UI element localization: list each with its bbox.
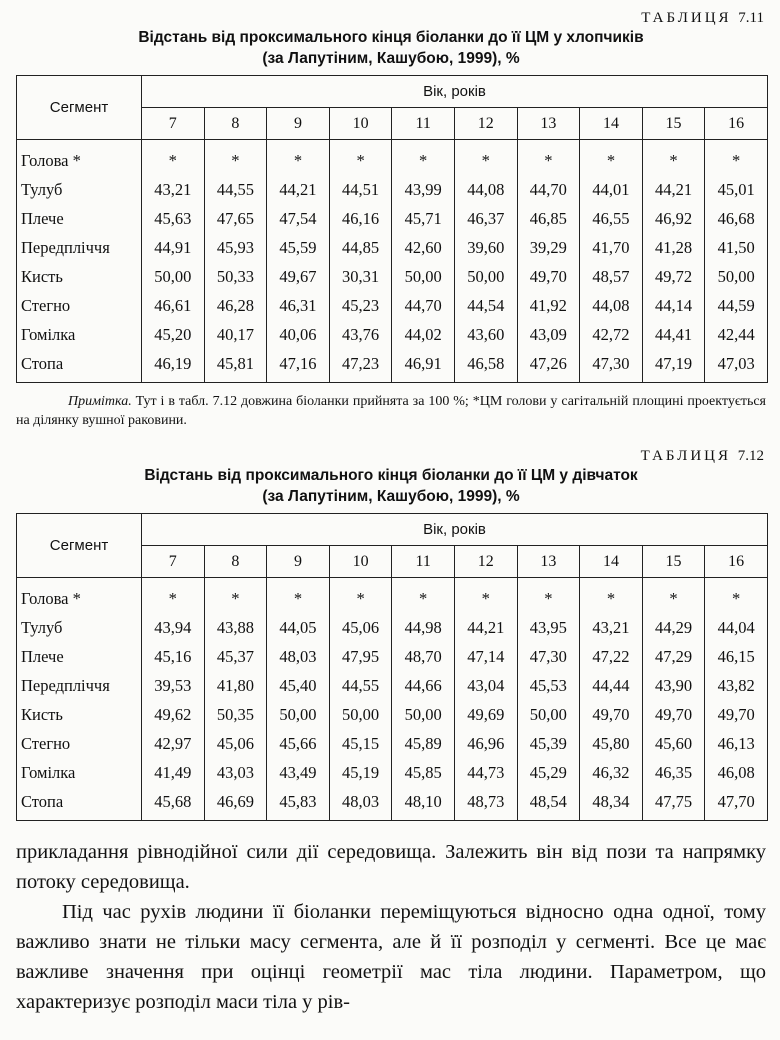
value-cell: 48,34: [580, 787, 643, 821]
value-cell: 44,21: [642, 175, 705, 204]
value-cell: 50,00: [329, 700, 392, 729]
value-cell: 39,60: [454, 233, 517, 262]
value-cell: 39,53: [142, 671, 205, 700]
age-header-cell: 15: [642, 546, 705, 578]
value-cell: 50,35: [204, 700, 267, 729]
table-row: [17, 262, 768, 291]
segment-cell: Стегно: [17, 291, 142, 320]
table-row: [17, 787, 768, 821]
table-row: [17, 320, 768, 349]
table-title-line2: (за Лапутіним, Кашубою, 1999), %: [262, 488, 520, 505]
value-cell: 43,21: [580, 613, 643, 642]
value-cell: 45,15: [329, 729, 392, 758]
value-cell: 44,01: [580, 175, 643, 204]
value-cell: 49,69: [454, 700, 517, 729]
value-cell: 46,37: [454, 204, 517, 233]
value-cell: 44,02: [392, 320, 455, 349]
value-cell: 46,58: [454, 349, 517, 383]
age-header-cell: 12: [454, 108, 517, 140]
table-7-11-title: [16, 27, 766, 69]
value-cell: *: [580, 140, 643, 176]
value-cell: 44,05: [267, 613, 330, 642]
age-header-cell: 8: [204, 108, 267, 140]
age-header-cell: 15: [642, 108, 705, 140]
value-cell: 45,06: [329, 613, 392, 642]
value-cell: 46,68: [705, 204, 768, 233]
value-cell: *: [204, 578, 267, 614]
value-cell: 50,33: [204, 262, 267, 291]
value-cell: 46,92: [642, 204, 705, 233]
value-cell: 41,92: [517, 291, 580, 320]
value-cell: *: [705, 578, 768, 614]
value-cell: 39,29: [517, 233, 580, 262]
value-cell: 48,10: [392, 787, 455, 821]
paragraph: Під час рухів людини її біоланки переміщуються відносно одна одної, тому важливо знати не тільки масу сегмента, але й її розподіл у сегменті. Все це має важливе значення при оцінці геометрії мас тіла людини. Параметром, що характеризує розподіл маси тіла у рів-: [16, 901, 766, 1013]
segment-cell: Стопа: [17, 349, 142, 383]
header-age: Вік, років: [142, 514, 768, 546]
value-cell: 44,04: [705, 613, 768, 642]
value-cell: 48,70: [392, 642, 455, 671]
age-header-cell: 13: [517, 546, 580, 578]
value-cell: 44,08: [454, 175, 517, 204]
segment-cell: Тулуб: [17, 175, 142, 204]
age-header-cell: 16: [705, 108, 768, 140]
value-cell: *: [642, 578, 705, 614]
value-cell: 46,35: [642, 758, 705, 787]
value-cell: 47,19: [642, 349, 705, 383]
table-title-line1: Відстань від проксимального кінця біоланки до її ЦМ у дівчаток: [144, 467, 638, 484]
table-label-number: 7.12: [737, 448, 764, 464]
value-cell: 50,00: [454, 262, 517, 291]
value-cell: 46,96: [454, 729, 517, 758]
value-cell: 47,65: [204, 204, 267, 233]
value-cell: 45,39: [517, 729, 580, 758]
value-cell: 46,85: [517, 204, 580, 233]
table-row: [17, 578, 768, 614]
value-cell: 44,08: [580, 291, 643, 320]
value-cell: 49,62: [142, 700, 205, 729]
value-cell: *: [705, 140, 768, 176]
value-cell: 45,16: [142, 642, 205, 671]
header-age: Вік, років: [142, 76, 768, 108]
body-text: [16, 837, 766, 1017]
value-cell: 46,55: [580, 204, 643, 233]
page: [16, 10, 766, 1017]
value-cell: 44,70: [517, 175, 580, 204]
segment-cell: Гомілка: [17, 320, 142, 349]
segment-cell: Плече: [17, 642, 142, 671]
table-row: [17, 204, 768, 233]
value-cell: 48,03: [267, 642, 330, 671]
value-cell: 46,15: [705, 642, 768, 671]
table-7-12: [16, 513, 768, 821]
value-cell: 50,00: [392, 262, 455, 291]
table-label-number: 7.11: [738, 10, 764, 26]
value-cell: 45,60: [642, 729, 705, 758]
value-cell: *: [142, 140, 205, 176]
value-cell: 44,73: [454, 758, 517, 787]
table-row: [17, 349, 768, 383]
value-cell: 45,63: [142, 204, 205, 233]
value-cell: 48,03: [329, 787, 392, 821]
value-cell: 50,00: [517, 700, 580, 729]
value-cell: 30,31: [329, 262, 392, 291]
value-cell: *: [454, 140, 517, 176]
value-cell: 47,22: [580, 642, 643, 671]
value-cell: 49,70: [517, 262, 580, 291]
header-segment: Сегмент: [17, 514, 142, 578]
value-cell: 45,85: [392, 758, 455, 787]
table-body: [17, 140, 768, 383]
table-title-line2: (за Лапутіним, Кашубою, 1999), %: [262, 50, 520, 67]
value-cell: 49,72: [642, 262, 705, 291]
table-body: [17, 578, 768, 821]
value-cell: 45,59: [267, 233, 330, 262]
value-cell: 44,91: [142, 233, 205, 262]
value-cell: *: [329, 140, 392, 176]
value-cell: 43,95: [517, 613, 580, 642]
value-cell: 43,76: [329, 320, 392, 349]
age-header-cell: 13: [517, 108, 580, 140]
value-cell: *: [204, 140, 267, 176]
note-text: Тут і в табл. 7.12 довжина біоланки прийнята за 100 %; *ЦМ голови у сагітальній площині проектується на ділянку вушної раковини.: [16, 394, 766, 428]
value-cell: 41,50: [705, 233, 768, 262]
value-cell: 45,89: [392, 729, 455, 758]
value-cell: 47,14: [454, 642, 517, 671]
value-cell: 44,55: [204, 175, 267, 204]
age-header-cell: 9: [267, 546, 330, 578]
value-cell: 49,70: [705, 700, 768, 729]
value-cell: *: [517, 140, 580, 176]
value-cell: 44,70: [392, 291, 455, 320]
value-cell: 44,59: [705, 291, 768, 320]
table-row: [17, 291, 768, 320]
value-cell: 47,30: [517, 642, 580, 671]
value-cell: *: [517, 578, 580, 614]
value-cell: 45,29: [517, 758, 580, 787]
value-cell: 44,51: [329, 175, 392, 204]
value-cell: 44,21: [454, 613, 517, 642]
age-header-cell: 14: [580, 108, 643, 140]
value-cell: 45,66: [267, 729, 330, 758]
value-cell: 43,09: [517, 320, 580, 349]
segment-cell: Стопа: [17, 787, 142, 821]
value-cell: 43,90: [642, 671, 705, 700]
header-segment: Сегмент: [17, 76, 142, 140]
value-cell: 47,29: [642, 642, 705, 671]
value-cell: 44,29: [642, 613, 705, 642]
value-cell: 44,44: [580, 671, 643, 700]
age-header-cell: 10: [329, 108, 392, 140]
segment-cell: Тулуб: [17, 613, 142, 642]
value-cell: 44,54: [454, 291, 517, 320]
value-cell: 45,37: [204, 642, 267, 671]
value-cell: 49,70: [642, 700, 705, 729]
value-cell: 46,08: [705, 758, 768, 787]
value-cell: 43,03: [204, 758, 267, 787]
value-cell: 47,23: [329, 349, 392, 383]
table-label-word: ТАБЛИЦЯ: [641, 10, 732, 26]
age-header-cell: 10: [329, 546, 392, 578]
value-cell: 45,40: [267, 671, 330, 700]
value-cell: 43,94: [142, 613, 205, 642]
table-row: [17, 233, 768, 262]
table-note: [16, 392, 766, 430]
table-label-word: ТАБЛИЦЯ: [640, 448, 731, 464]
segment-cell: Передпліччя: [17, 671, 142, 700]
table-7-11: [16, 75, 768, 383]
value-cell: *: [142, 578, 205, 614]
value-cell: *: [267, 578, 330, 614]
segment-cell: Голова *: [17, 578, 142, 614]
value-cell: 45,01: [705, 175, 768, 204]
value-cell: 50,00: [392, 700, 455, 729]
value-cell: 43,60: [454, 320, 517, 349]
value-cell: 47,75: [642, 787, 705, 821]
value-cell: 47,26: [517, 349, 580, 383]
value-cell: 45,06: [204, 729, 267, 758]
segment-cell: Стегно: [17, 729, 142, 758]
segment-cell: Плече: [17, 204, 142, 233]
value-cell: *: [267, 140, 330, 176]
table-7-12-label: [16, 448, 764, 465]
value-cell: 42,44: [705, 320, 768, 349]
value-cell: 44,14: [642, 291, 705, 320]
value-cell: 45,80: [580, 729, 643, 758]
value-cell: 50,00: [267, 700, 330, 729]
table-row: [17, 758, 768, 787]
value-cell: 46,69: [204, 787, 267, 821]
value-cell: 43,04: [454, 671, 517, 700]
value-cell: *: [392, 140, 455, 176]
value-cell: 47,95: [329, 642, 392, 671]
table-row: [17, 175, 768, 204]
value-cell: 45,68: [142, 787, 205, 821]
value-cell: 44,66: [392, 671, 455, 700]
segment-cell: Кисть: [17, 262, 142, 291]
value-cell: 40,06: [267, 320, 330, 349]
value-cell: 45,20: [142, 320, 205, 349]
value-cell: 44,55: [329, 671, 392, 700]
age-header-cell: 9: [267, 108, 330, 140]
segment-cell: Голова *: [17, 140, 142, 176]
value-cell: 45,83: [267, 787, 330, 821]
value-cell: 48,57: [580, 262, 643, 291]
value-cell: 44,21: [267, 175, 330, 204]
value-cell: 49,70: [580, 700, 643, 729]
value-cell: 47,70: [705, 787, 768, 821]
value-cell: 46,16: [329, 204, 392, 233]
table-row: [17, 613, 768, 642]
age-header-cell: 11: [392, 546, 455, 578]
value-cell: 47,03: [705, 349, 768, 383]
table-row: [17, 642, 768, 671]
age-header-cell: 7: [142, 546, 205, 578]
value-cell: 42,97: [142, 729, 205, 758]
value-cell: 43,88: [204, 613, 267, 642]
value-cell: 44,98: [392, 613, 455, 642]
table-7-12-title: [16, 465, 766, 507]
age-header-cell: 7: [142, 108, 205, 140]
table-title-line1: Відстань від проксимального кінця біоланки до її ЦМ у хлопчиків: [138, 29, 644, 46]
segment-cell: Передпліччя: [17, 233, 142, 262]
value-cell: 46,32: [580, 758, 643, 787]
age-header-cell: 12: [454, 546, 517, 578]
value-cell: 45,53: [517, 671, 580, 700]
value-cell: 46,28: [204, 291, 267, 320]
note-label: Примітка.: [68, 394, 132, 409]
value-cell: 45,93: [204, 233, 267, 262]
table-row: [17, 140, 768, 176]
age-header-cell: 8: [204, 546, 267, 578]
value-cell: *: [580, 578, 643, 614]
value-cell: 45,81: [204, 349, 267, 383]
segment-cell: Кисть: [17, 700, 142, 729]
value-cell: 43,21: [142, 175, 205, 204]
table-row: [17, 671, 768, 700]
value-cell: 44,85: [329, 233, 392, 262]
value-cell: 41,70: [580, 233, 643, 262]
value-cell: 42,72: [580, 320, 643, 349]
value-cell: 46,13: [705, 729, 768, 758]
paragraph: прикладання рівнодійної сили дії середовища. Залежить він від пози та напрямку потоку середовища.: [16, 841, 766, 893]
table-row: [17, 700, 768, 729]
value-cell: 46,91: [392, 349, 455, 383]
value-cell: 43,49: [267, 758, 330, 787]
value-cell: 46,31: [267, 291, 330, 320]
value-cell: 43,99: [392, 175, 455, 204]
age-header-cell: 16: [705, 546, 768, 578]
value-cell: 43,82: [705, 671, 768, 700]
value-cell: 47,54: [267, 204, 330, 233]
value-cell: *: [454, 578, 517, 614]
value-cell: 45,23: [329, 291, 392, 320]
age-header-cell: 14: [580, 546, 643, 578]
value-cell: 50,00: [142, 262, 205, 291]
value-cell: 46,61: [142, 291, 205, 320]
value-cell: 44,41: [642, 320, 705, 349]
value-cell: 47,30: [580, 349, 643, 383]
value-cell: 49,67: [267, 262, 330, 291]
value-cell: 46,19: [142, 349, 205, 383]
value-cell: 48,54: [517, 787, 580, 821]
table-row: [17, 729, 768, 758]
value-cell: 45,19: [329, 758, 392, 787]
value-cell: 40,17: [204, 320, 267, 349]
value-cell: 45,71: [392, 204, 455, 233]
value-cell: 41,80: [204, 671, 267, 700]
value-cell: *: [392, 578, 455, 614]
value-cell: *: [329, 578, 392, 614]
value-cell: 47,16: [267, 349, 330, 383]
table-7-11-label: [16, 10, 764, 27]
value-cell: 50,00: [705, 262, 768, 291]
age-header-cell: 11: [392, 108, 455, 140]
segment-cell: Гомілка: [17, 758, 142, 787]
value-cell: 48,73: [454, 787, 517, 821]
value-cell: 42,60: [392, 233, 455, 262]
value-cell: *: [642, 140, 705, 176]
value-cell: 41,28: [642, 233, 705, 262]
value-cell: 41,49: [142, 758, 205, 787]
